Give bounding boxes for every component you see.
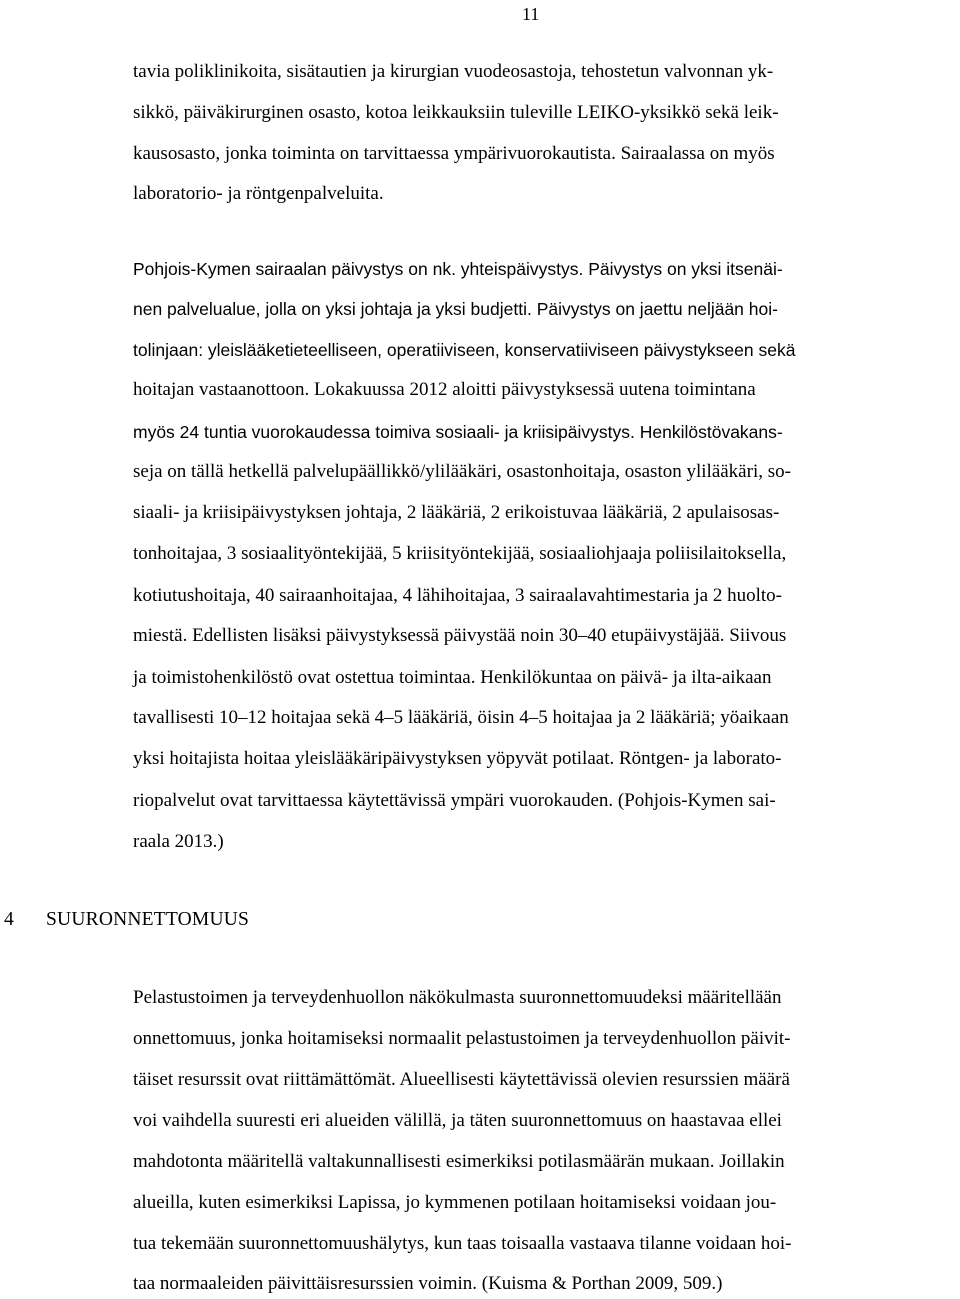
text-line: tolinjaan: yleislääketieteelliseen, operatiiviseen, konservatiiviseen päivystykseen sekä: [133, 340, 796, 360]
text-line: tavallisesti 10–12 hoitajaa sekä 4–5 lääkäriä, öisin 4–5 hoitajaa ja 2 lääkäriä; yöaikaan: [133, 707, 789, 728]
text-line: tonhoitajaa, 3 sosiaalityöntekijää, 5 kriisityöntekijää, sosiaaliohjaaja poliisilaitoksella,: [133, 543, 787, 564]
text-line: täiset resurssit ovat riittämättömät. Alueellisesti käytettävissä olevien resurssien määrä: [133, 1069, 790, 1090]
text-line: laboratorio- ja röntgenpalveluita.: [133, 183, 384, 204]
text-line: ja toimistohenkilöstö ovat ostettua toimintaa. Henkilökuntaa on päivä- ja ilta-aikaan: [133, 667, 772, 688]
text-line: seja on tällä hetkellä palvelupäällikkö/ylilääkäri, osastonhoitaja, osaston ylilääkäri, so-: [133, 461, 791, 482]
text-line: voi vaihdella suuresti eri alueiden välillä, ja täten suuronnettomuus on haastavaa ellei: [133, 1110, 782, 1131]
text-line: raala 2013.): [133, 831, 224, 852]
text-line: kausosasto, jonka toiminta on tarvittaessa ympärivuorokautista. Sairaalassa on myös: [133, 143, 775, 164]
text-line: taa normaaleiden päivittäisresurssien voimin. (Kuisma & Porthan 2009, 509.): [133, 1273, 723, 1294]
text-line: onnettomuus, jonka hoitamiseksi normaalit pelastustoimen ja terveydenhuollon päivit-: [133, 1028, 791, 1049]
text-line: mahdotonta määritellä valtakunnallisesti esimerkiksi potilasmäärän mukaan. Joillakin: [133, 1151, 785, 1172]
text-line: tua tekemään suuronnettomuushälytys, kun taas toisaalla vastaava tilanne voidaan hoi-: [133, 1233, 792, 1254]
text-line: alueilla, kuten esimerkiksi Lapissa, jo kymmenen potilaan hoitamiseksi voidaan jou-: [133, 1192, 777, 1213]
text-line: siaali- ja kriisipäivystyksen johtaja, 2 lääkäriä, 2 erikoistuvaa lääkäriä, 2 apulaisosas-: [133, 502, 780, 523]
text-line: Pohjois-Kymen sairaalan päivystys on nk. yhteispäivystys. Päivystys on yksi itsenäi-: [133, 259, 783, 279]
text-line: Pelastustoimen ja terveydenhuollon näkökulmasta suuronnettomuudeksi määritellään: [133, 987, 782, 1008]
text-line: kotiutushoitaja, 40 sairaanhoitajaa, 4 lähihoitajaa, 3 sairaalavahtimestaria ja 2 huolto-: [133, 585, 782, 606]
text-line: myös 24 tuntia vuorokaudessa toimiva sosiaali- ja kriisipäivystys. Henkilöstövakans-: [133, 422, 783, 442]
text-line: yksi hoitajista hoitaa yleislääkäripäivystyksen yöpyvät potilaat. Röntgen- ja laborato-: [133, 748, 782, 769]
text-line: riopalvelut ovat tarvittaessa käytettävissä ympäri vuorokauden. (Pohjois-Kymen sai-: [133, 790, 776, 811]
section-title: SUURONNETTOMUUS: [46, 909, 250, 930]
section-number: 4: [4, 909, 14, 930]
text-line: hoitajan vastaanottoon. Lokakuussa 2012 aloitti päivystyksessä uutena toimintana: [133, 379, 756, 400]
text-line: miestä. Edellisten lisäksi päivystyksessä päivystää noin 30–40 etupäivystäjää. Siivous: [133, 625, 787, 646]
text-line: nen palvelualue, jolla on yksi johtaja ja yksi budjetti. Päivystys on jaettu neljään hoi-: [133, 299, 778, 319]
text-line: sikkö, päiväkirurginen osasto, kotoa leikkauksiin tuleville LEIKO-yksikkö sekä leik-: [133, 102, 779, 123]
text-line: tavia poliklinikoita, sisätautien ja kirurgian vuodeosastoja, tehostetun valvonnan yk-: [133, 61, 774, 82]
page-number: 11: [522, 4, 540, 24]
